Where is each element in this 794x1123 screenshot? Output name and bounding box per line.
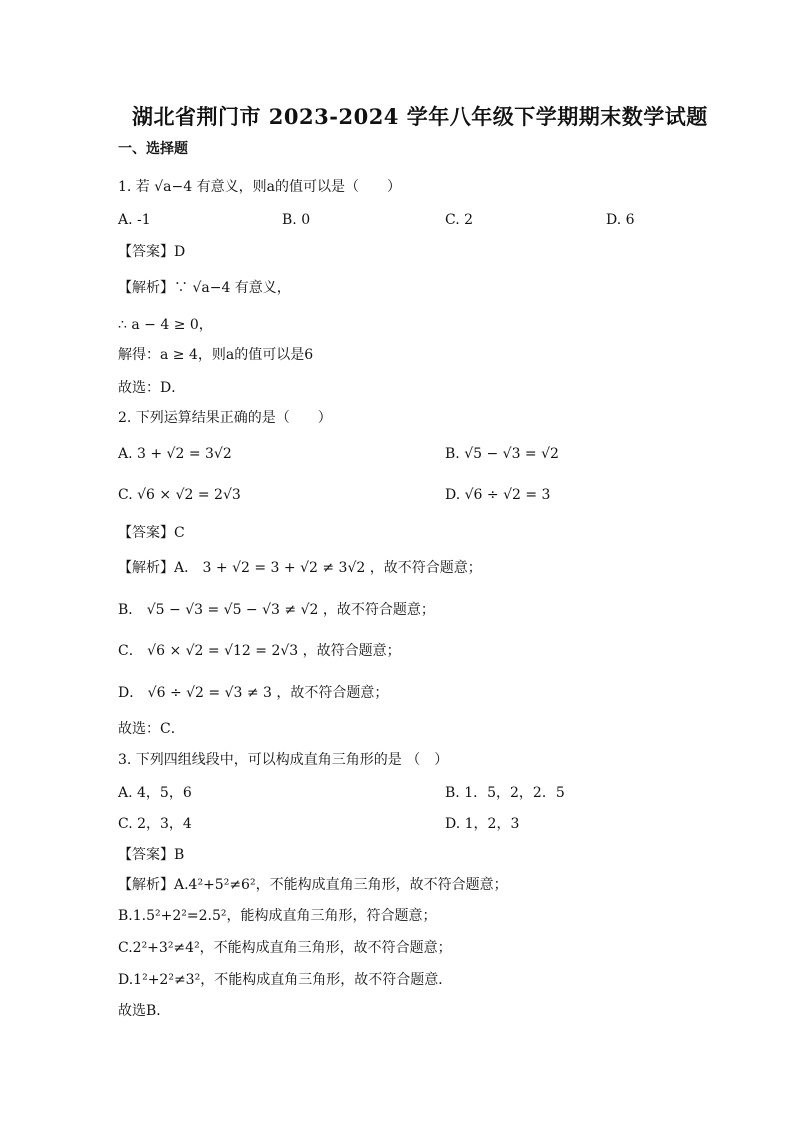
q1-option-a: A. -1 xyxy=(118,212,151,228)
question-2-stem: 2. 下列运算结果正确的是（ ） xyxy=(118,410,332,426)
q2-analysis-line: B． √5 − √3 = √5 − √3 ≠ √2 ，故不符合题意； xyxy=(118,602,435,618)
q3-analysis-line: C.2²+3²≠4²，不能构成直角三角形，故不符合题意； xyxy=(118,940,452,956)
q1-analysis-line: ∴ a − 4 ≥ 0， xyxy=(118,317,213,333)
q2-analysis-line: C． √6 × √2 = √12 = 2√3 ，故符合题意； xyxy=(118,643,401,659)
q1-analysis-line: 【解析】∵ √a−4 有意义， xyxy=(118,280,291,296)
q3-option-d: D. 1，2，3 xyxy=(445,816,520,832)
q1-option-c: C. 2 xyxy=(445,212,474,228)
q2-analysis-line: 故选：C． xyxy=(118,721,185,737)
q1-option-d: D. 6 xyxy=(606,212,635,228)
q2-option-c: C. √6 × √2 = 2√3 xyxy=(118,487,241,503)
q1-option-b: B. 0 xyxy=(282,212,311,228)
q1-analysis-line: 故选：D． xyxy=(118,380,186,396)
q2-answer: 【答案】C xyxy=(118,525,185,541)
q3-analysis-line: 【解析】A.4²+5²≠6²，不能构成直角三角形，故不符合题意； xyxy=(118,877,508,893)
q2-option-a: A. 3 + √2 = 3√2 xyxy=(118,446,232,462)
section-heading: 一、选择题 xyxy=(118,141,188,157)
q2-option-b: B. √5 − √3 = √2 xyxy=(445,446,559,462)
q3-answer: 【答案】B xyxy=(118,847,185,863)
q3-analysis-line: 故选B． xyxy=(118,1003,171,1019)
q2-analysis-line: 【解析】A． 3 + √2 = 3 + √2 ≠ 3√2 ，故不符合题意； xyxy=(118,560,482,576)
q2-option-d: D. √6 ÷ √2 = 3 xyxy=(445,487,551,503)
q1-answer: 【答案】D xyxy=(118,244,186,260)
q1-analysis-line: 解得：a ≥ 4，则a的值可以是6 xyxy=(118,347,314,363)
q3-option-c: C. 2，3，4 xyxy=(118,816,192,832)
q3-analysis-line: D.1²+2²≠3²，不能构成直角三角形，故不符合题意． xyxy=(118,972,453,988)
page-title: 湖北省荆门市 2023-2024 学年八年级下学期期末数学试题 xyxy=(132,104,708,129)
q2-analysis-line: D． √6 ÷ √2 = √3 ≠ 3 ，故不符合题意； xyxy=(118,685,389,701)
q3-analysis-line: B.1.5²+2²=2.5²，能构成直角三角形，符合题意； xyxy=(118,908,437,924)
q3-option-a: A. 4，5，6 xyxy=(118,785,192,801)
question-1-stem: 1. 若 √a−4 有意义，则a的值可以是（ ） xyxy=(118,179,401,195)
question-3-stem: 3. 下列四组线段中，可以构成直角三角形的是 （ ） xyxy=(118,752,449,768)
q3-option-b: B. 1．5，2，2．5 xyxy=(445,785,565,801)
